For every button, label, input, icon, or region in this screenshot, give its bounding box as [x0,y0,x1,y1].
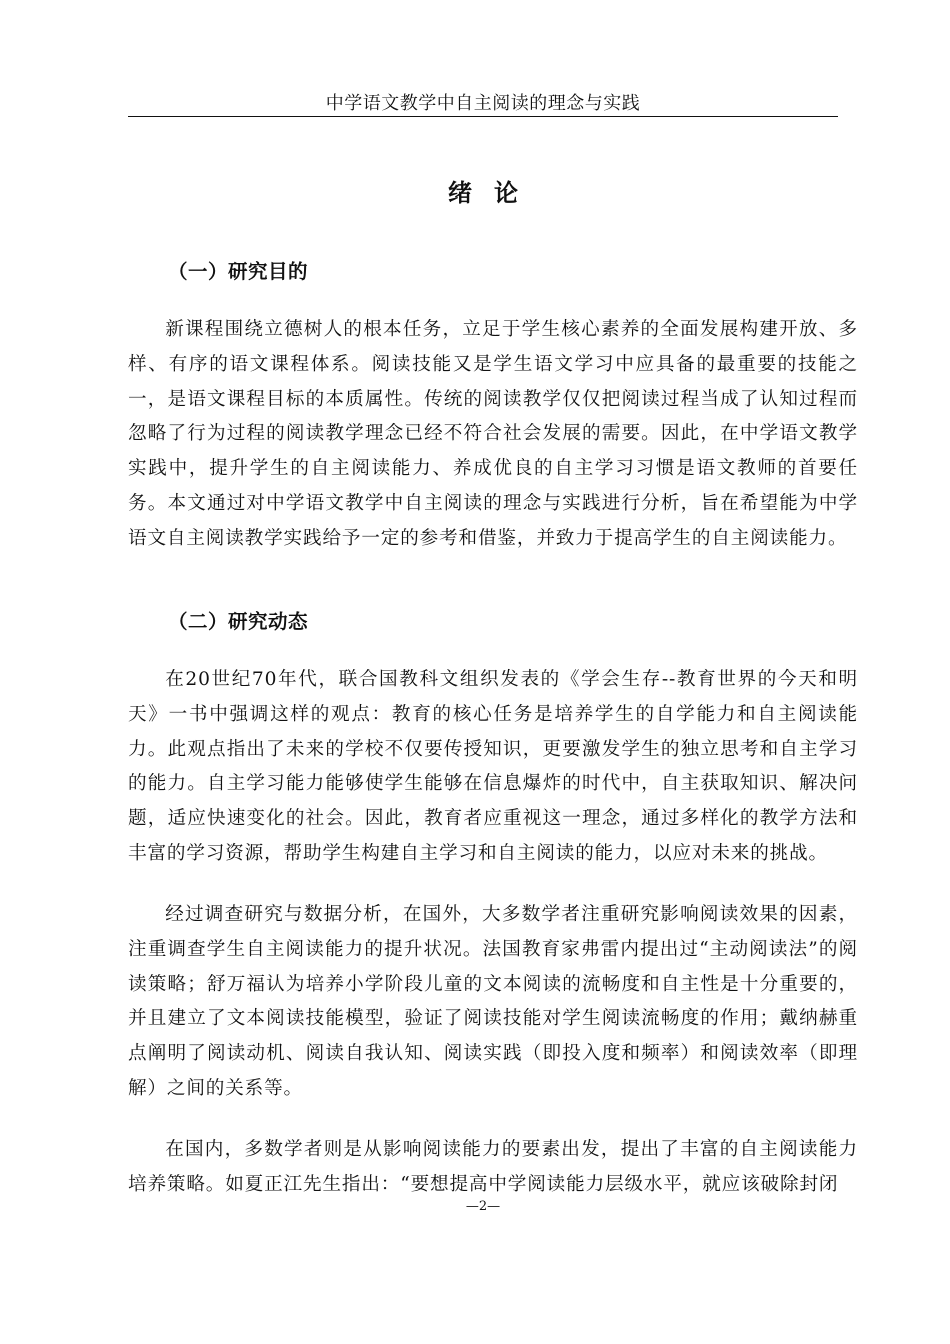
header-rule [128,116,838,117]
page-number: —2— [465,1199,501,1214]
section-heading-research-trends: （二）研究动态 [168,610,309,633]
paragraph-foreign-research: 经过调查研究与数据分析，在国外，大多数学者注重研究影响阅读效果的因素，注重调查学生自主阅读能力的提升状况。法国教育家弗雷内提出过“主动阅读法”的阅读策略；舒万福认为培养小学阶段儿童的文本阅读的流畅度和自主性是十分重要的，并且建立了文本阅读技能模型，验证了阅读技能对学生阅读流畅度的作用；戴纳赫重点阐明了阅读动机、阅读自我认知、阅读实践（即投入度和频率）和阅读效率（即理解）之间的关系等。 [128,904,858,1099]
running-header: 中学语文教学中自主阅读的理念与实践 [325,93,641,114]
chapter-title: 绪论 [448,178,540,207]
paragraph-unesco: 在20世纪70年代，联合国教科文组织发表的《学会生存--教育世界的今天和明天》一书中强调这样的观点：教育的核心任务是培养学生的自学能力和自主阅读能力。此观点指出了未来的学校不仅要传授知识，更要激发学生的独立思考和自主学习的能力。自主学习能力能够使学生能够在信息爆炸的时代中，自主获取知识、解决问题，适应快速变化的社会。因此，教育者应重视这一理念，通过多样化的教学方法和丰富的学习资源，帮助学生构建自主学习和自主阅读的能力，以应对未来的挑战。 [128,669,858,864]
paragraph-research-purpose: 新课程围绕立德树人的根本任务，立足于学生核心素养的全面发展构建开放、多样、有序的语文课程体系。阅读技能又是学生语文学习中应具备的最重要的技能之一，是语文课程目标的本质属性。传统的阅读教学仅仅把阅读过程当成了认知过程而忽略了行为过程的阅读教学理念已经不符合社会发展的需要。因此，在中学语文教学实践中，提升学生的自主阅读能力、养成优良的自主学习习惯是语文教师的首要任务。本文通过对中学语文教学中自主阅读的理念与实践进行分析，旨在希望能为中学语文自主阅读教学实践给予一定的参考和借鉴，并致力于提高学生的自主阅读能力。 [128,319,858,549]
section-heading-research-purpose: （一）研究目的 [168,260,309,283]
paragraph-domestic-research: 在国内，多数学者则是从影响阅读能力的要素出发，提出了丰富的自主阅读能力培养策略。如夏正江先生指出：“要想提高中学阅读能力层级水平，就应该破除封闭 [128,1139,858,1195]
